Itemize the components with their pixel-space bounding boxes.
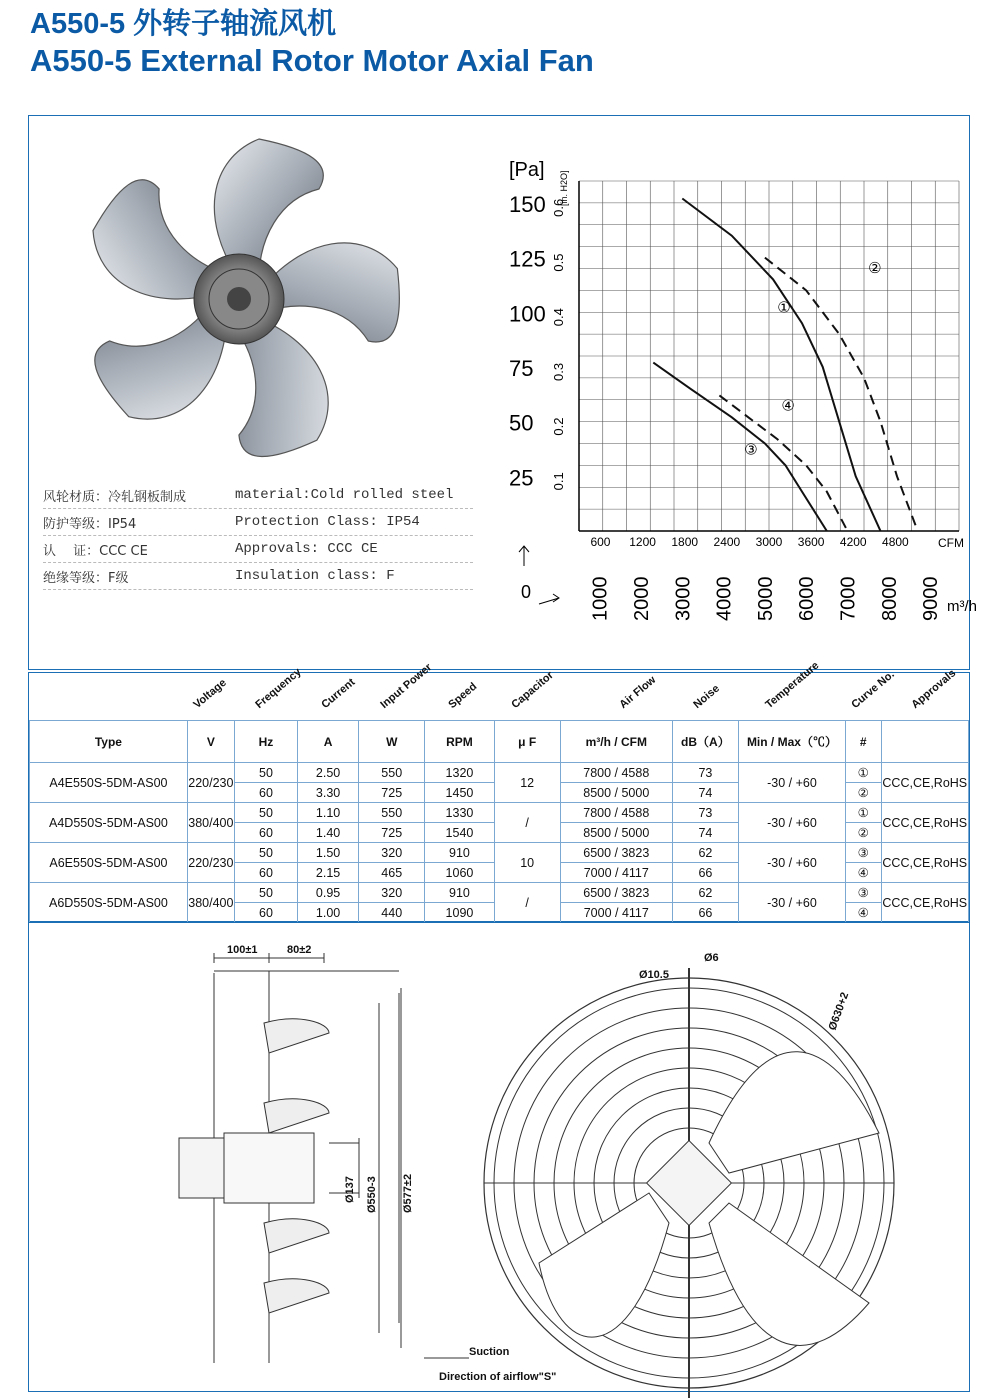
x-cfm-tick-label: 4200 [839,535,867,549]
drawing-panel [28,922,970,1392]
cell-rpm: 1540 [425,823,494,843]
cell-hz: 60 [234,823,297,843]
dim-80: 80±2 [287,944,312,956]
title-english: A550-5 External Rotor Motor Axial Fan [30,43,594,78]
cell-voltage: 380/400 [187,883,234,923]
spec-list [43,482,473,590]
cell-curve: ④ [845,903,881,923]
cell-voltage: 380/400 [187,803,234,843]
th-hz: Hz [234,721,297,763]
table-row [30,803,969,823]
cell-hz: 50 [234,883,297,903]
y2-tick-label: 0.2 [551,417,566,436]
spec-cn: 绝缘等级：F级 [43,570,129,586]
cell-power: 320 [359,843,425,863]
th-v: V [187,721,234,763]
overview-panel [28,115,977,670]
cell-type: A4E550S-5DM-AS00 [30,763,188,803]
cell-power: 465 [359,863,425,883]
x-tick-label: 4000 [713,576,736,621]
hdr-frequency: Frequency [253,666,304,711]
table-row [30,843,969,863]
cell-current: 0.95 [298,883,359,903]
cell-approvals: CCC,CE,RoHS [881,843,968,883]
cell-capacitor: 12 [494,763,560,803]
x-tick-label: 2000 [630,576,653,621]
y2-tick-label: 0.3 [551,362,566,381]
cell-voltage: 220/230 [187,843,234,883]
dim-6: Ø6 [704,952,719,964]
curve-1 [682,199,880,532]
zero-label: 0 [521,582,532,602]
cell-current: 3.30 [298,783,359,803]
table-row [30,883,969,903]
spec-en: material:Cold rolled steel [235,487,454,503]
x-cfm-tick-label: 3000 [755,535,783,549]
cell-temperature: -30 / +60 [738,763,845,803]
spec-table [29,720,969,923]
cell-flow: 7000 / 4117 [560,863,672,883]
cell-capacitor: / [494,803,560,843]
spec-table-panel [28,659,970,922]
title-chinese: A550-5 外转子轴流风机 [30,8,337,40]
x-arrow [539,594,559,604]
cell-temperature: -30 / +60 [738,883,845,923]
cell-flow: 7800 / 4588 [560,803,672,823]
cell-power: 550 [359,763,425,783]
th-temp: Min / Max（℃） [738,721,845,763]
cell-curve: ① [845,803,881,823]
cell-hz: 60 [234,783,297,803]
y-axis-label: [Pa] [509,159,545,181]
cell-flow: 7800 / 4588 [560,763,672,783]
y-tick-label: 125 [509,246,546,272]
th-type: Type [30,721,188,763]
x-cfm-tick-label: 1200 [629,535,656,549]
dim-550: Ø550-3 [366,1176,378,1213]
spec-row [43,509,473,536]
hdr-voltage: Voltage [191,676,229,711]
x2-axis-label: CFM [938,536,964,550]
th-rpm: RPM [425,721,494,763]
cell-curve: ④ [845,863,881,883]
x-tick-label: 5000 [754,576,777,621]
cell-current: 2.50 [298,763,359,783]
th-flow: m³/h / CFM [560,721,672,763]
curve-3 [653,363,827,531]
cell-temperature: -30 / +60 [738,803,845,843]
cell-power: 550 [359,803,425,823]
cell-current: 1.50 [298,843,359,863]
y-tick-label: 150 [509,191,546,217]
cell-curve: ③ [845,843,881,863]
cell-curve: ③ [845,883,881,903]
spec-row [43,536,473,563]
front-view [484,968,894,1398]
x-tick-label: 7000 [837,576,860,621]
y-arrow [519,546,529,566]
cell-capacitor: / [494,883,560,923]
cell-noise: 62 [672,883,738,903]
cell-curve: ② [845,823,881,843]
x-cfm-tick-label: 1800 [671,535,699,549]
spec-en: Insulation class: F [235,568,395,584]
cell-flow: 8500 / 5000 [560,783,672,803]
cell-current: 1.00 [298,903,359,923]
curve-label: ② [868,259,882,277]
cell-curve: ② [845,783,881,803]
hdr-speed: Speed [446,680,480,711]
cell-noise: 74 [672,783,738,803]
cell-hz: 50 [234,843,297,863]
y2-tick-label: 0.4 [551,308,566,327]
cell-hz: 50 [234,803,297,823]
x-tick-label: 9000 [920,576,943,621]
cell-flow: 6500 / 3823 [560,843,672,863]
cell-approvals: CCC,CE,RoHS [881,803,968,843]
y-tick-label: 25 [509,465,534,491]
side-view [179,953,469,1363]
cell-hz: 50 [234,763,297,783]
hdr-input-power: Input Power [378,661,435,711]
cell-noise: 66 [672,863,738,883]
cell-current: 2.15 [298,863,359,883]
dim-577: Ø577±2 [402,1173,414,1213]
y-tick-label: 50 [509,410,534,436]
x-cfm-tick-label: 3600 [797,535,825,549]
th-approvals [881,721,968,763]
hdr-capacitor: Capacitor [509,669,556,711]
spec-row [43,482,473,509]
hdr-curve-no: Curve No. [849,668,897,711]
th-db: dB（A） [672,721,738,763]
spec-cn: 认 证：CCC CE [43,543,148,559]
th-a: A [298,721,359,763]
x-cfm-tick-label: 600 [590,535,611,549]
cell-noise: 66 [672,903,738,923]
cell-noise: 74 [672,823,738,843]
y2-tick-label: 0.6 [551,198,566,217]
airflow-label: Direction of airflow"S" [439,1371,557,1383]
cell-type: A4D550S-5DM-AS00 [30,803,188,843]
technical-drawing [29,923,969,1391]
hdr-current: Current [319,676,358,711]
hdr-noise: Noise [691,682,722,711]
cell-power: 725 [359,783,425,803]
cell-power: 320 [359,883,425,903]
cell-type: A6E550S-5DM-AS00 [30,843,188,883]
table-row [30,763,969,783]
cell-flow: 7000 / 4117 [560,903,672,923]
cell-rpm: 910 [425,843,494,863]
cell-current: 1.40 [298,823,359,843]
performance-chart [469,146,977,656]
spec-cn: 防护等级：IP54 [43,516,137,532]
spec-en: Protection Class: IP54 [235,514,420,530]
table-header-row [30,721,969,763]
cell-curve: ① [845,763,881,783]
cell-noise: 73 [672,803,738,823]
cell-hz: 60 [234,903,297,923]
rotated-headers [29,659,969,719]
cell-power: 440 [359,903,425,923]
dim-100: 100±1 [227,944,258,956]
cell-temperature: -30 / +60 [738,843,845,883]
th-w: W [359,721,425,763]
cell-noise: 62 [672,843,738,863]
x-tick-label: 6000 [796,576,819,621]
y2-tick-label: 0.1 [551,472,566,491]
hdr-approvals: Approvals [909,667,959,711]
y2-tick-label: 0.5 [551,253,566,272]
cell-rpm: 1320 [425,763,494,783]
cell-rpm: 910 [425,883,494,903]
curve-label: ③ [744,441,758,459]
curve-label: ① [777,299,791,317]
cell-power: 725 [359,823,425,843]
cell-rpm: 1090 [425,903,494,923]
x-cfm-tick-label: 4800 [882,535,909,549]
x-tick-label: 8000 [878,576,901,621]
cell-noise: 73 [672,763,738,783]
cell-capacitor: 10 [494,843,560,883]
cell-rpm: 1450 [425,783,494,803]
cell-rpm: 1060 [425,863,494,883]
cell-approvals: CCC,CE,RoHS [881,763,968,803]
curve-label: ④ [781,397,795,415]
spec-cn: 风轮材质：冷轧钢板制成 [43,489,187,505]
cell-approvals: CCC,CE,RoHS [881,883,968,923]
hdr-temperature: Temperature [763,659,822,711]
th-uf: μ F [494,721,560,763]
suction-label: Suction [469,1346,510,1358]
dim-137: Ø137 [344,1176,356,1203]
cell-flow: 6500 / 3823 [560,883,672,903]
spec-en: Approvals: CCC CE [235,541,378,557]
cell-flow: 8500 / 5000 [560,823,672,843]
x-cfm-tick-label: 2400 [713,535,741,549]
spec-row [43,563,473,590]
cell-rpm: 1330 [425,803,494,823]
x-tick-label: 3000 [672,576,695,621]
cell-current: 1.10 [298,803,359,823]
hdr-air-flow: Air Flow [617,673,659,711]
y2-axis-label: [in. H2O] [559,170,569,206]
cell-voltage: 220/230 [187,763,234,803]
x-axis-label: m³/h [947,598,977,615]
th-curve: # [845,721,881,763]
y-tick-label: 75 [509,355,534,381]
x-tick-label: 1000 [589,576,612,621]
y-tick-label: 100 [509,301,546,327]
front-labels [639,952,851,1032]
dim-630: Ø630+2 [826,990,852,1033]
cell-type: A6D550S-5DM-AS00 [30,883,188,923]
dim-10-5: Ø10.5 [639,969,669,981]
cell-hz: 60 [234,863,297,883]
fan-photo [69,134,409,464]
